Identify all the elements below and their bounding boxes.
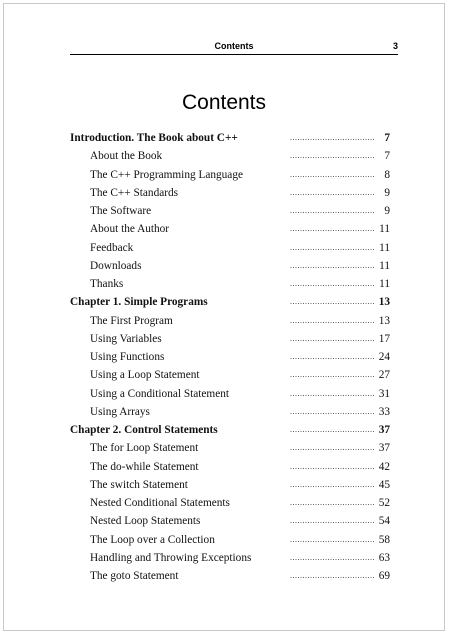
toc-dot-leader: .................................. bbox=[290, 133, 375, 142]
toc-entry-label: About the Author bbox=[90, 223, 170, 236]
toc-dot-leader: .................................. bbox=[290, 315, 375, 325]
toc-section-entry[interactable] bbox=[70, 366, 390, 384]
toc-section-entry[interactable] bbox=[70, 220, 390, 238]
toc-entry-label: The Software bbox=[90, 205, 152, 217]
toc-dot-leader: .................................. bbox=[290, 498, 375, 507]
toc-chapter-entry[interactable] bbox=[70, 293, 390, 311]
toc-section-entry[interactable] bbox=[70, 549, 390, 567]
toc-entry-label: Feedback bbox=[90, 241, 134, 254]
toc-entry-page-number: 69 bbox=[378, 570, 390, 582]
toc-entry-page-number: 8 bbox=[384, 168, 390, 181]
toc-entry-page-number: 37 bbox=[378, 442, 390, 455]
running-header bbox=[70, 40, 398, 55]
toc-dot-leader: .................................. bbox=[290, 279, 375, 288]
toc-dot-leader: .................................. bbox=[290, 425, 375, 434]
toc-entry-label: Introduction. The Book about C++ bbox=[70, 132, 238, 144]
toc-entry-page-number: 52 bbox=[378, 497, 390, 509]
toc-dot-leader: .................................. bbox=[290, 224, 375, 234]
toc-dot-leader: .................................. bbox=[290, 187, 375, 197]
toc-dot-leader: .................................. bbox=[290, 571, 375, 580]
toc-section-entry[interactable] bbox=[70, 330, 390, 348]
toc-section-entry[interactable] bbox=[70, 403, 390, 421]
toc-section-entry[interactable] bbox=[70, 476, 390, 494]
toc-entry-label: Thanks bbox=[90, 278, 124, 290]
toc-entry-page-number: 24 bbox=[378, 351, 390, 363]
toc-entry-page-number: 11 bbox=[379, 241, 390, 254]
toc-entry-page-number: 11 bbox=[379, 259, 390, 272]
toc-section-entry[interactable] bbox=[70, 531, 390, 549]
toc-entry-page-number: 58 bbox=[378, 533, 390, 546]
toc-entry-label: The goto Statement bbox=[90, 570, 179, 582]
toc-entry-page-number: 42 bbox=[378, 460, 390, 473]
toc-section-entry[interactable] bbox=[70, 385, 390, 403]
toc-entry-page-number: 33 bbox=[378, 405, 390, 418]
toc-section-entry[interactable] bbox=[70, 512, 390, 530]
toc-entry-label: Downloads bbox=[90, 259, 142, 272]
toc-dot-leader: .................................. bbox=[290, 260, 375, 270]
toc-dot-leader: .................................. bbox=[290, 242, 375, 252]
toc-section-entry[interactable] bbox=[70, 147, 390, 165]
toc-dot-leader: .................................. bbox=[290, 461, 375, 471]
toc-entry-label: The switch Statement bbox=[90, 478, 188, 491]
toc-dot-leader: .................................. bbox=[290, 333, 375, 343]
toc-entry-page-number: 13 bbox=[378, 296, 390, 309]
toc-entry-label: Handling and Throwing Exceptions bbox=[90, 551, 252, 564]
toc-entry-page-number: 11 bbox=[379, 278, 390, 290]
toc-entry-page-number: 45 bbox=[378, 478, 390, 491]
toc-dot-leader: .................................. bbox=[290, 388, 375, 398]
toc-dot-leader: .................................. bbox=[290, 370, 375, 380]
toc-section-entry[interactable] bbox=[70, 202, 390, 220]
toc-dot-leader: .................................. bbox=[290, 169, 375, 179]
toc-entry-page-number: 27 bbox=[378, 369, 390, 382]
toc-dot-leader: .................................. bbox=[290, 552, 375, 562]
toc-entry-page-number: 37 bbox=[378, 424, 390, 436]
running-header-page-number: 3 bbox=[392, 41, 398, 51]
toc-entry-label: The for Loop Statement bbox=[90, 442, 199, 455]
toc-section-entry[interactable] bbox=[70, 458, 390, 476]
toc-entry-label: Using a Loop Statement bbox=[90, 369, 200, 382]
toc-entry-page-number: 31 bbox=[378, 387, 390, 400]
toc-chapter-entry[interactable] bbox=[70, 421, 390, 439]
table-of-contents bbox=[70, 129, 390, 585]
toc-dot-leader: .................................. bbox=[290, 443, 375, 453]
toc-entry-label: Using Variables bbox=[90, 332, 162, 345]
toc-dot-leader: .................................. bbox=[290, 151, 375, 161]
toc-section-entry[interactable] bbox=[70, 184, 390, 202]
toc-entry-label: Chapter 1. Simple Programs bbox=[70, 296, 208, 309]
toc-section-entry[interactable] bbox=[70, 439, 390, 457]
document-page bbox=[3, 3, 445, 631]
running-header-title: Contents bbox=[214, 41, 254, 51]
toc-entry-page-number: 11 bbox=[379, 223, 390, 236]
toc-section-entry[interactable] bbox=[70, 348, 390, 366]
toc-entry-page-number: 7 bbox=[384, 132, 390, 144]
toc-section-entry[interactable] bbox=[70, 166, 390, 184]
toc-dot-leader: .................................. bbox=[290, 352, 375, 361]
toc-entry-label: The Loop over a Collection bbox=[90, 533, 215, 546]
toc-entry-label: Using a Conditional Statement bbox=[90, 387, 229, 400]
toc-entry-label: The C++ Programming Language bbox=[90, 168, 243, 181]
toc-section-entry[interactable] bbox=[70, 494, 390, 512]
toc-dot-leader: .................................. bbox=[290, 534, 375, 544]
toc-entry-label: The do-while Statement bbox=[90, 460, 199, 473]
toc-entry-label: About the Book bbox=[90, 150, 163, 163]
toc-entry-page-number: 9 bbox=[384, 186, 390, 199]
toc-entry-label: Nested Conditional Statements bbox=[90, 497, 230, 509]
toc-entry-page-number: 7 bbox=[384, 150, 390, 163]
toc-dot-leader: .................................. bbox=[290, 479, 375, 489]
toc-section-entry[interactable] bbox=[70, 567, 390, 585]
toc-entry-label: Using Arrays bbox=[90, 405, 150, 418]
toc-entry-page-number: 17 bbox=[378, 332, 390, 345]
toc-entry-label: Nested Loop Statements bbox=[90, 515, 201, 528]
toc-section-entry[interactable] bbox=[70, 275, 390, 293]
toc-entry-label: The C++ Standards bbox=[90, 186, 179, 199]
toc-entry-page-number: 63 bbox=[378, 551, 390, 564]
toc-entry-label: Chapter 2. Control Statements bbox=[70, 424, 218, 436]
toc-dot-leader: .................................. bbox=[290, 206, 375, 215]
page-title: Contents bbox=[181, 91, 267, 114]
toc-dot-leader: .................................. bbox=[290, 406, 375, 416]
toc-section-entry[interactable] bbox=[70, 257, 390, 275]
toc-entry-page-number: 54 bbox=[378, 515, 390, 528]
toc-section-entry[interactable] bbox=[70, 239, 390, 257]
toc-chapter-entry[interactable] bbox=[70, 129, 390, 147]
toc-entry-page-number: 13 bbox=[378, 314, 390, 327]
toc-section-entry[interactable] bbox=[70, 312, 390, 330]
toc-entry-page-number: 9 bbox=[384, 205, 390, 217]
toc-dot-leader: .................................. bbox=[290, 516, 375, 526]
toc-entry-label: The First Program bbox=[90, 314, 173, 327]
toc-dot-leader: .................................. bbox=[290, 297, 375, 307]
toc-entry-label: Using Functions bbox=[90, 351, 165, 363]
